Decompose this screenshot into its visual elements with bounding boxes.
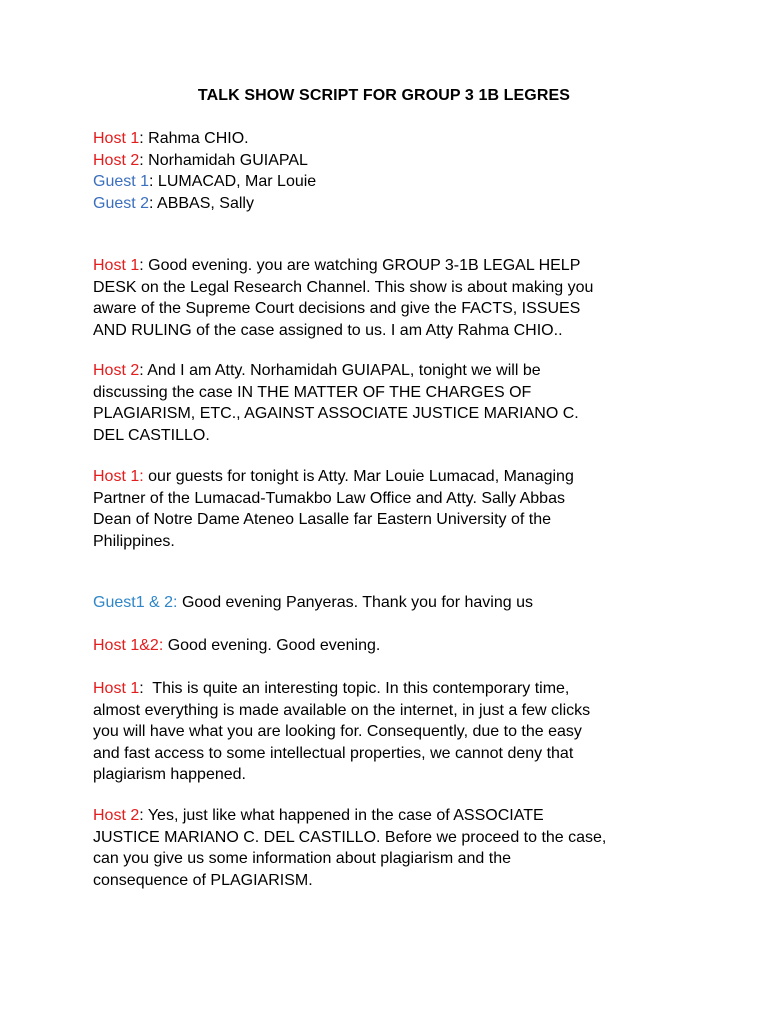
cast-item [93, 128, 693, 150]
page-title: TALK SHOW SCRIPT FOR GROUP 3 1B LEGRES [197, 87, 571, 104]
dialogue-paragraph [93, 678, 693, 786]
cast-name: : LUMACAD, Mar Louie [149, 173, 317, 190]
dialogue-text: : This is quite an interesting topic. In this contemporary time, [139, 680, 570, 697]
speaker-label: Guest1 & 2: [93, 594, 178, 611]
cast-name: : Rahma CHIO. [139, 130, 249, 147]
dialogue-text: Good evening. Good evening. [163, 637, 381, 654]
dialogue-text: : Good evening. you are watching GROUP 3-1B LEGAL HELP [139, 257, 581, 274]
dialogue-text: DEL CASTILLO. [93, 426, 210, 444]
dialogue-paragraph [93, 635, 693, 657]
speaker-label: Host 2 [93, 807, 140, 824]
dialogue-text: aware of the Supreme Court decisions and give the FACTS, ISSUES [93, 300, 581, 317]
speaker-label: Host 1: [93, 468, 144, 485]
dialogue-text: our guests for tonight is Atty. Mar Louie Lumacad, Managing [143, 468, 574, 485]
dialogue-text: plagiarism happened. [93, 766, 246, 783]
speaker-label: Guest 2 [93, 194, 150, 212]
dialogue-text: AND RULING of the case assigned to us. I am Atty Rahma CHIO.. [93, 321, 563, 339]
dialogue-paragraph [93, 805, 693, 891]
dialogue-text: PLAGIARISM, ETC., AGAINST ASSOCIATE JUSTICE MARIANO C. [93, 405, 579, 422]
dialogue-text: : Yes, just like what happened in the case of ASSOCIATE [139, 807, 544, 824]
dialogue-paragraph [93, 466, 693, 552]
dialogue-text: Philippines. [93, 532, 175, 550]
dialogue-text: : And I am Atty. Norhamidah GUIAPAL, tonight we will be [139, 362, 541, 379]
speaker-label: Guest 1 [93, 173, 150, 190]
dialogue-text: DESK on the Legal Research Channel. This show is about making you [93, 278, 594, 296]
cast-name: : Norhamidah GUIAPAL [139, 151, 308, 169]
speaker-label: Host 2 [93, 362, 140, 379]
dialogue-text: can you give us some information about plagiarism and the [93, 850, 512, 867]
cast-item [93, 193, 693, 215]
dialogue-text: consequence of PLAGIARISM. [93, 871, 313, 889]
speaker-label: Host 2 [93, 151, 140, 169]
dialogue-paragraph [93, 592, 693, 614]
dialogue-text: and fast access to some intellectual properties, we cannot deny that [93, 744, 574, 762]
cast-list [93, 128, 693, 214]
speaker-label: Host 1 [93, 257, 140, 274]
dialogue-text: you will have what you are looking for. Consequently, due to the easy [93, 723, 582, 740]
dialogue-text: Partner of the Lumacad-Tumakbo Law Office and Atty. Sally Abbas [93, 489, 565, 507]
dialogue-text: Good evening Panyeras. Thank you for having us [177, 594, 533, 611]
cast-item [93, 150, 693, 172]
speaker-label: Host 1&2: [93, 637, 164, 654]
dialogue-text: almost everything is made available on the internet, in just a few clicks [93, 701, 591, 719]
cast-item [93, 171, 693, 193]
dialogue-paragraph [93, 360, 693, 446]
speaker-label: Host 1 [93, 680, 140, 697]
dialogue-text: discussing the case IN THE MATTER OF THE CHARGES OF [93, 383, 532, 401]
dialogue-text: JUSTICE MARIANO C. DEL CASTILLO. Before we proceed to the case, [93, 828, 607, 846]
cast-name: : ABBAS, Sally [149, 194, 254, 212]
dialogue-paragraph [93, 255, 693, 341]
speaker-label: Host 1 [93, 130, 140, 147]
dialogue-text: Dean of Notre Dame Ateneo Lasalle far Eastern University of the [93, 511, 552, 528]
